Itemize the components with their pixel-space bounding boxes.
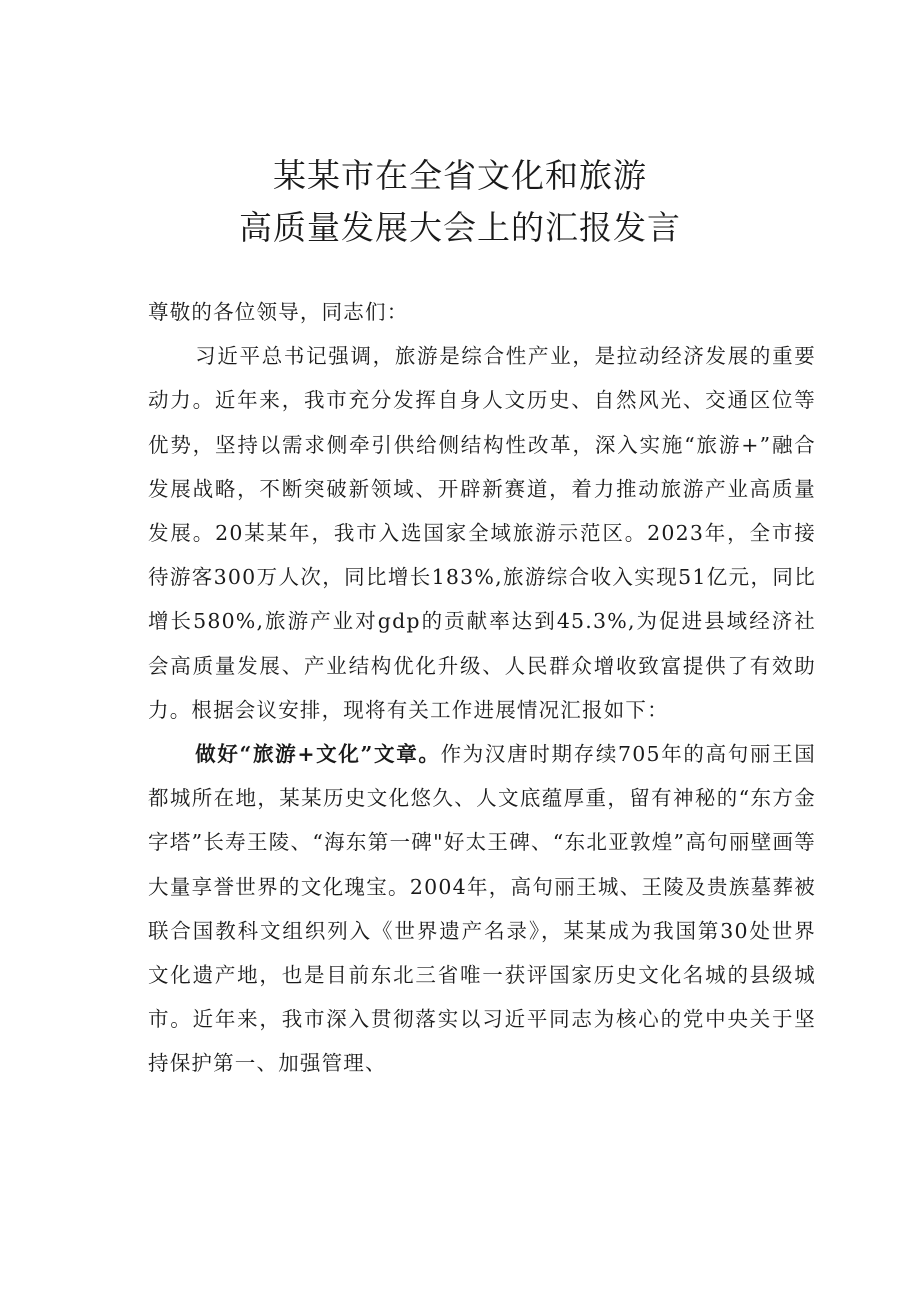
paragraph-culture-text: 作为汉唐时期存续705年的高句丽王国都城所在地，某某历史文化悠久、人文底蕴厚重，留有神秘的“东方金字塔”长寿王陵、“海东第一碑"好太王碑、“东北亚敦煌”高句丽壁画等大量享誉世界的文化瑰宝。2004年，高句丽王城、王陵及贵族墓葬被联合国教科文组织列入《世界遗产名录》，某某成为我国第30处世界文化遗产地，也是目前东北三省唯一获评国家历史文化名城的县级城市。近年来，我市深入贯彻落实以习近平同志为核心的党中央关于坚持保护第一、加强管理、 [148, 742, 816, 1076]
paragraph-intro-text: 习近平总书记强调，旅游是综合性产业，是拉动经济发展的重要动力。近年来，我市充分发挥自身人文历史、自然风光、交通区位等优势，坚持以需求侧牵引供给侧结构性改革，深入实施“旅游+”融合发展战略，不断突破新领域、开辟新赛道，着力推动旅游产业高质量发展。20某某年，我市入选国家全域旅游示范区。2023年，全市接待游客300万人次，同比增长183%,旅游综合收入实现51亿元，同比增长580%,旅游产业对gdp的贡献率达到45.3%,为促进县域经济社会高质量发展、产业结构优化升级、人民群众增收致富提供了有效助力。根据会议安排，现将有关工作进展情况汇报如下： [148, 344, 816, 722]
paragraph-culture-heading: 做好“旅游+文化”文章。 [195, 742, 441, 767]
document-title [0, 150, 920, 254]
salutation: 尊敬的各位领导，同志们： [148, 300, 409, 324]
title-line-1: 某某市在全省文化和旅游 [273, 156, 647, 195]
paragraph-culture [148, 732, 816, 1086]
document-body [148, 290, 816, 1086]
paragraph-intro [148, 334, 816, 732]
title-line-2: 高质量发展大会上的汇报发言 [239, 208, 681, 247]
